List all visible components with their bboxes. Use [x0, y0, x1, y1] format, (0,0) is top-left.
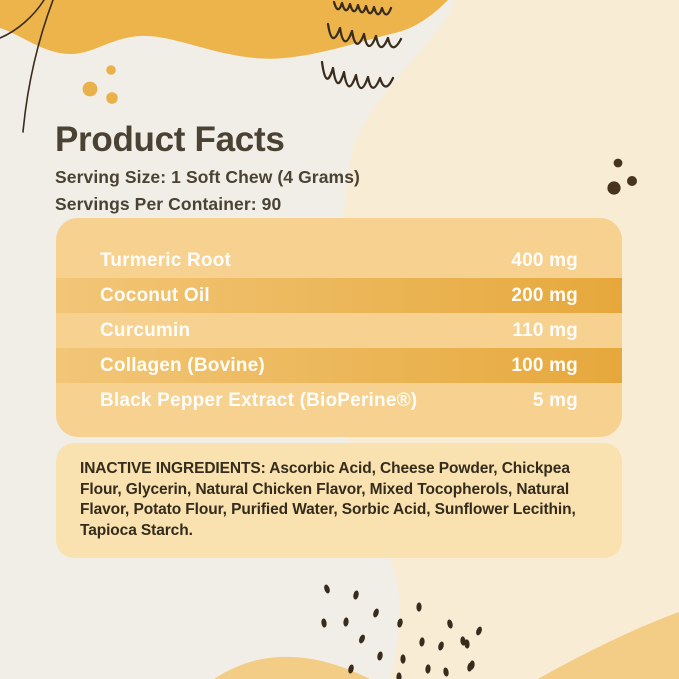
inactive-ingredients-line: Flavor, Potato Flour, Purified Water, Sorbic Acid, Sunflower Lecithin, [80, 501, 576, 518]
ingredient-name: Coconut Oil [100, 284, 210, 306]
ingredient-row [56, 278, 622, 313]
page-title: Product Facts [55, 120, 285, 159]
inactive-ingredients-line: INACTIVE INGREDIENTS: Ascorbic Acid, Cheese Powder, Chickpea [80, 460, 570, 477]
ingredient-amount: 100 mg [511, 354, 578, 376]
serving-info [55, 164, 360, 218]
ingredient-row [56, 313, 622, 348]
inactive-ingredients-line: Tapioca Starch. [80, 521, 193, 539]
ingredient-amount: 5 mg [532, 389, 578, 411]
ingredient-name: Curcumin [100, 319, 191, 341]
ingredient-name: Black Pepper Extract (BioPerine®) [100, 389, 418, 411]
ingredient-amount: 400 mg [511, 249, 578, 271]
serving-size-text: Serving Size: 1 Soft Chew (4 Grams) [55, 167, 360, 187]
servings-per-container-text: Servings Per Container: 90 [55, 194, 282, 214]
ingredients-panel [56, 218, 622, 437]
ingredient-row [56, 348, 622, 383]
inactive-ingredients-line: Flour, Glycerin, Natural Chicken Flavor, Mixed Tocopherols, Natural [80, 480, 570, 498]
ingredient-name: Turmeric Root [100, 249, 232, 271]
ingredient-row [56, 243, 622, 278]
ingredient-amount: 110 mg [512, 319, 578, 341]
ingredient-row [56, 383, 622, 418]
inactive-ingredients-box [56, 443, 622, 558]
ingredient-amount: 200 mg [511, 284, 578, 306]
ingredient-name: Collagen (Bovine) [100, 354, 265, 376]
